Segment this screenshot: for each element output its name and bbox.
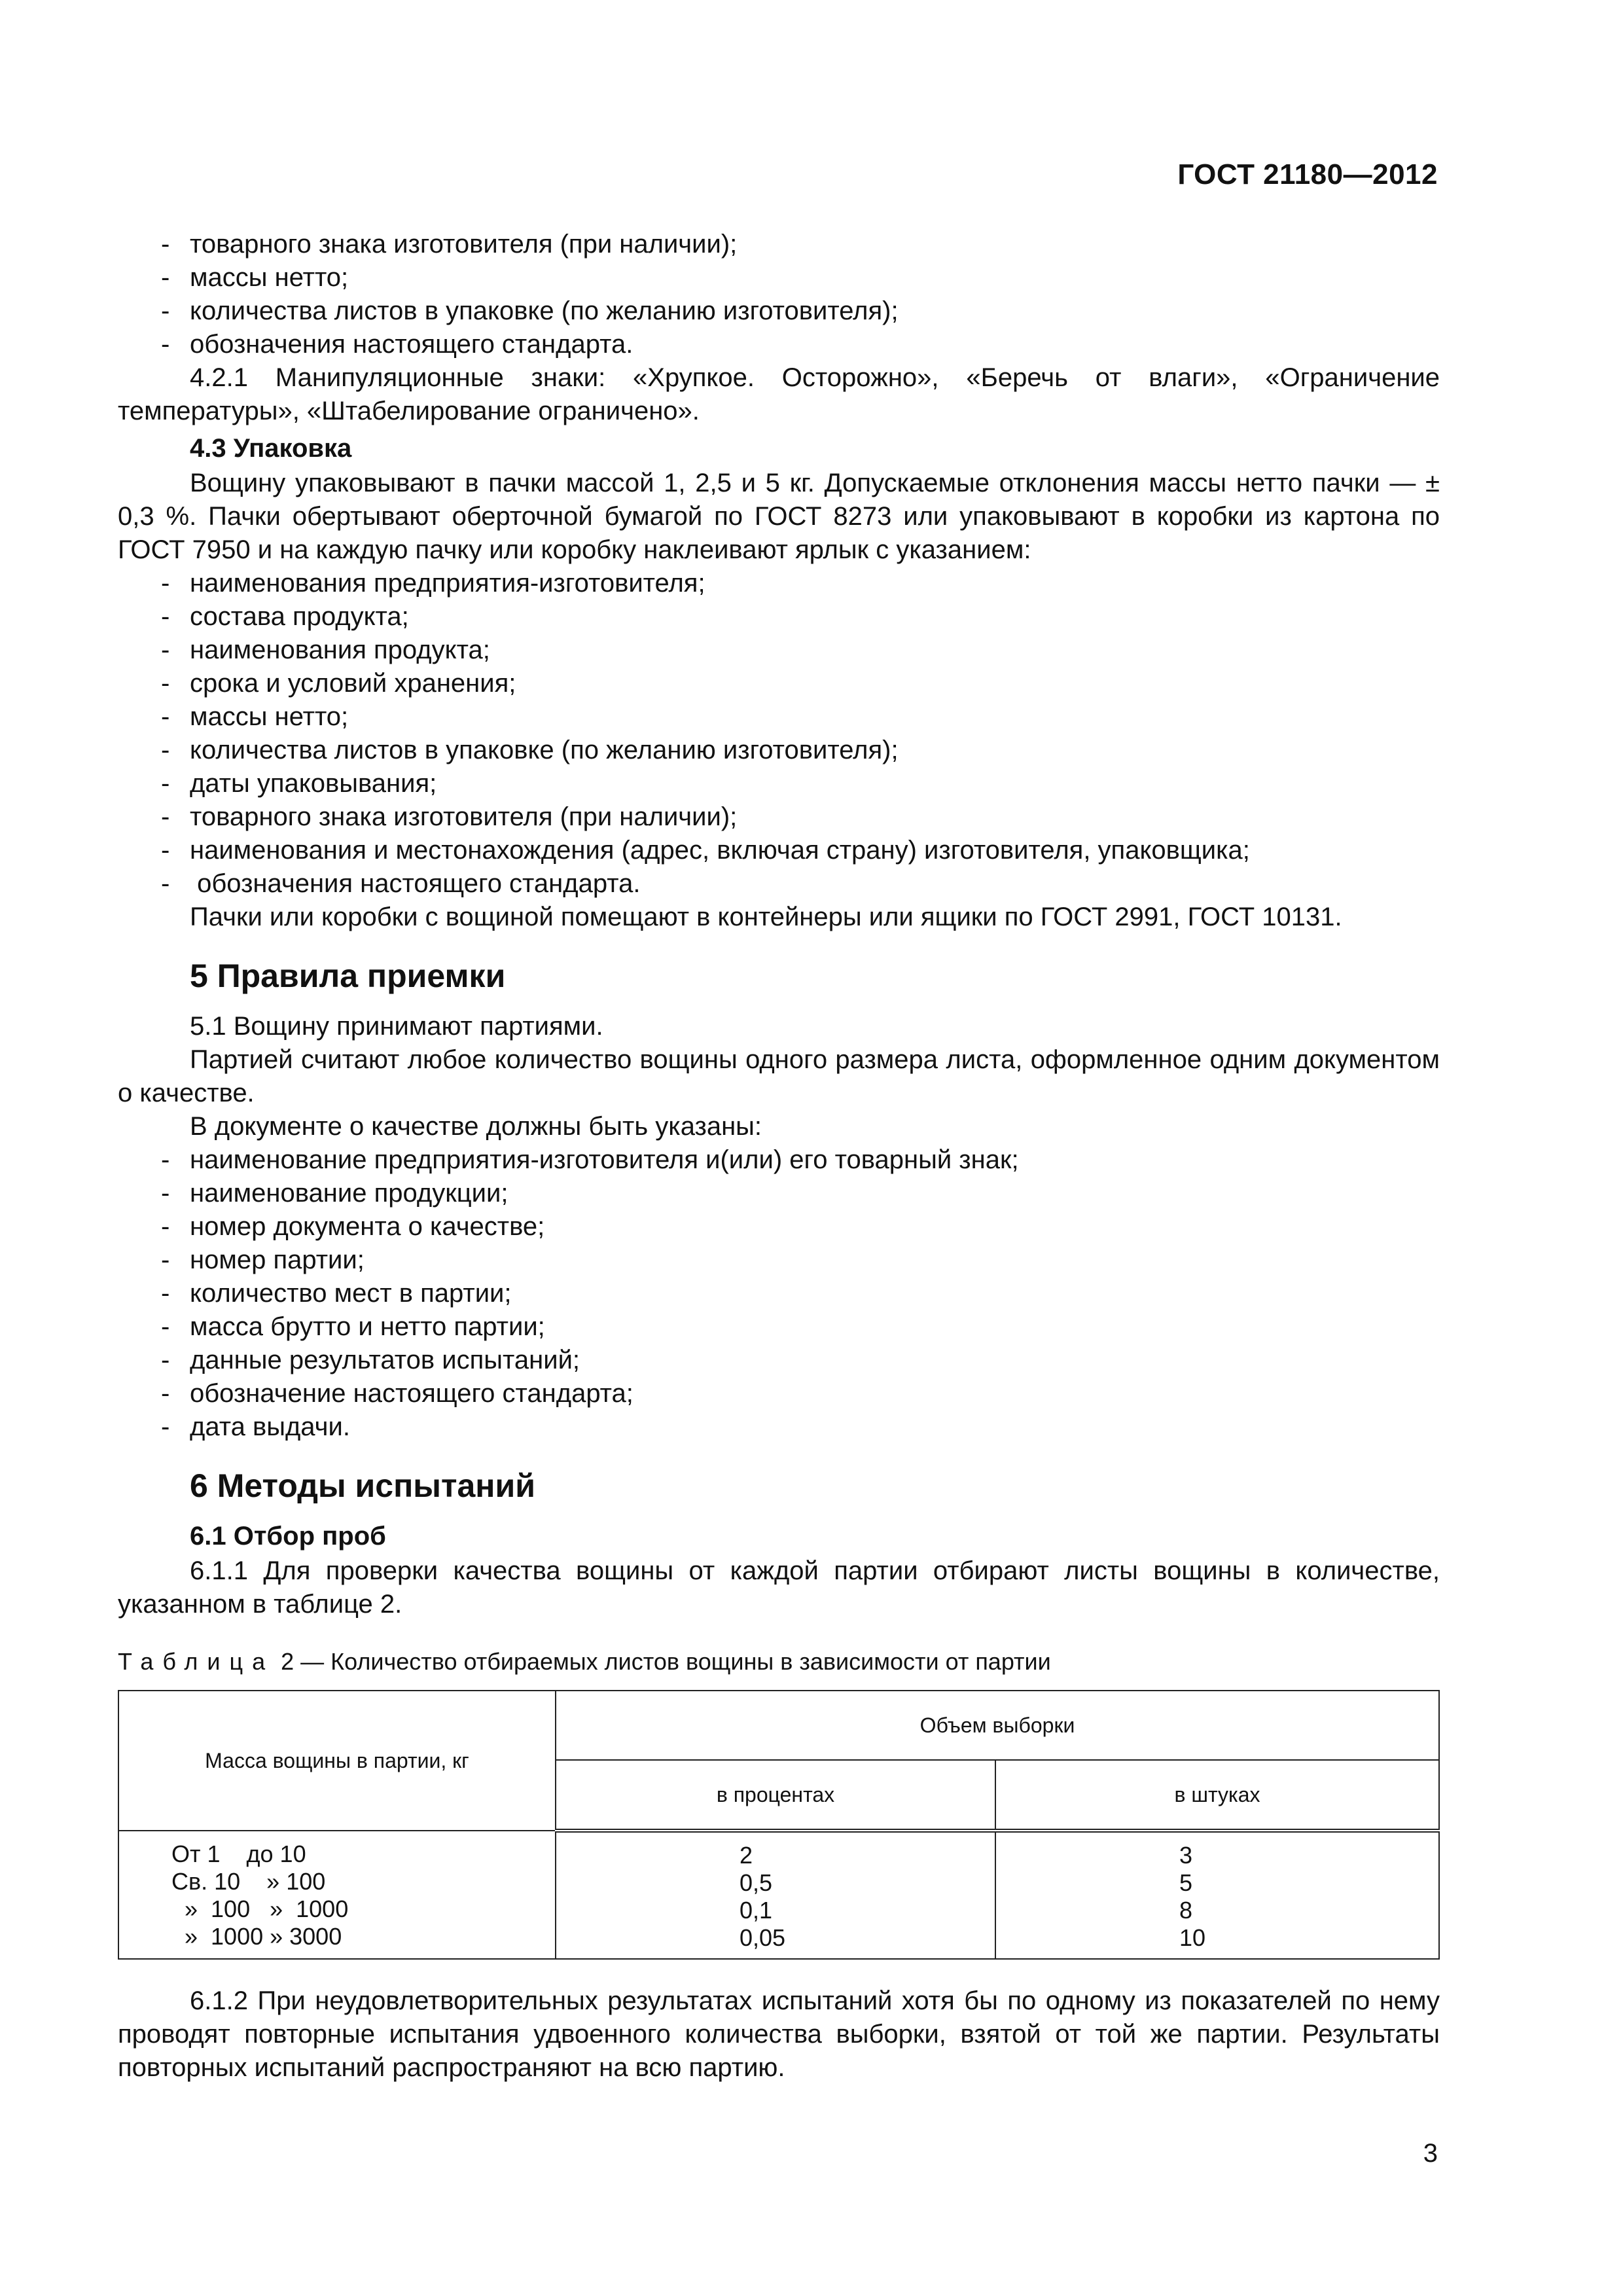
list-item: - состава продукта; [161,602,409,631]
table-cell: 0,05 [740,1924,786,1951]
paragraph-5-1-document: В документе о качестве должны быть указаны: [190,1112,762,1141]
table-cell: 10 [1179,1924,1206,1951]
percent-column-cell [556,1831,995,1959]
document-code: ГОСТ 21180—2012 [1177,158,1438,190]
list-label-contents [118,567,1440,901]
table-body-row [118,1831,1439,1959]
paragraph-4-3: Вощину упаковывают в пачки массой 1, 2,5 и 5 кг. Допускаемые отклонения массы нетто пачки — ± 0,3 %. Пачки обертывают оберточной бумагой по ГОСТ 8273 или упаковывают в коробки из картона по ГОСТ 7950 и на каждую пачку или коробку наклеивают ярлык с указанием: [118,469,1440,564]
paragraph-6-1-1: 6.1.1 Для проверки качества вощины от каждой партии отбирают листы вощины в количестве, указанном в таблице 2. [118,1556,1440,1619]
column-header-sample-size: Объем выборки [556,1691,1439,1760]
list-item: - масса брутто и нетто партии; [161,1312,545,1341]
table-cell: Св. 10 » 100 [171,1868,326,1895]
paragraph-5-1-batch: Партией считают любое количество вощины одного размера листа, оформленное одним документом о качестве. [118,1045,1440,1107]
list-item: - обозначения настоящего стандарта. [161,330,633,359]
list-item: - срока и условий хранения; [161,669,516,698]
list-marking [118,228,1440,361]
list-item: - обозначение настоящего стандарта; [161,1379,633,1408]
list-item: - количества листов в упаковке (по желанию изготовителя); [161,296,899,325]
list-item: - массы нетто; [161,263,349,292]
section-4-3-title: 4.3 Упаковка [190,434,352,463]
section-6-1-title: 6.1 Отбор проб [190,1522,386,1551]
sample-size-table [118,1690,1440,1960]
table-caption-text: 2 — Количество отбираемых листов вощины в зависимости от партии [274,1648,1051,1675]
table-cell: 3 [1179,1842,1193,1869]
section-5-title: 5 Правила приемки [190,958,506,994]
section-6-title: 6 Методы испытаний [190,1467,535,1504]
page-number: 3 [1423,2139,1438,2168]
table-cell: 0,5 [740,1869,773,1896]
column-header-mass: Масса вощины в партии, кг [118,1691,556,1831]
list-item: - массы нетто; [161,702,349,731]
list-item: - товарного знака изготовителя (при наличии); [161,230,738,259]
list-item: - наименование предприятия-изготовителя и(или) его товарный знак; [161,1145,1019,1174]
list-item: - дата выдачи. [161,1412,350,1441]
table-cell: От 1 до 10 [171,1840,306,1867]
paragraph-5-1: 5.1 Вощину принимают партиями. [190,1012,603,1041]
list-item: - количество мест в партии; [161,1279,512,1308]
list-item: - номер документа о качестве; [161,1212,545,1241]
list-item: - наименования и местонахождения (адрес, включая страну) изготовителя, упаковщика; [161,836,1250,865]
list-item: - наименование продукции; [161,1179,508,1208]
paragraph-4-2-1: 4.2.1 Манипуляционные знаки: «Хрупкое. Осторожно», «Беречь от влаги», «Ограничение температуры», «Штабелирование ограничено». [118,363,1440,425]
table-cell: 0,1 [740,1897,773,1924]
table-cell: » 100 » 1000 [171,1895,349,1922]
list-item: - даты упаковывания; [161,769,437,798]
list-item: - товарного знака изготовителя (при наличии); [161,802,738,831]
paragraph-6-1-2: 6.1.2 При неудовлетворительных результатах испытаний хотя бы по одному из показателей по нему проводят повторные испытания удвоенного количества выборки, взятой от той же партии. Результаты повторных испытаний распространяют на всю партию. [118,1986,1440,2082]
table-cell: 2 [740,1842,753,1869]
list-item: - наименования предприятия-изготовителя; [161,569,705,598]
list-item: - обозначения настоящего стандарта. [161,869,641,898]
column-header-percent: в процентах [556,1760,995,1831]
column-header-pieces: в штуках [995,1760,1439,1831]
list-item: - номер партии; [161,1246,365,1274]
pieces-column-cell [995,1831,1439,1959]
table-cell: 5 [1179,1869,1193,1896]
list-item: - наименования продукта; [161,636,490,664]
list-item: - количества листов в упаковке (по желанию изготовителя); [161,736,899,764]
paragraph-4-3-containers: Пачки или коробки с вощиной помещают в контейнеры или ящики по ГОСТ 2991, ГОСТ 10131. [190,903,1342,931]
table-cell: 8 [1179,1897,1193,1924]
list-quality-document [118,1143,1440,1444]
table-caption-label: Таблица [118,1648,275,1675]
list-item: - данные результатов испытаний; [161,1346,580,1374]
mass-column-cell [118,1831,556,1959]
page-content [118,228,1440,2085]
table-cell: » 1000 » 3000 [171,1923,342,1950]
table-caption [118,1645,1440,1678]
